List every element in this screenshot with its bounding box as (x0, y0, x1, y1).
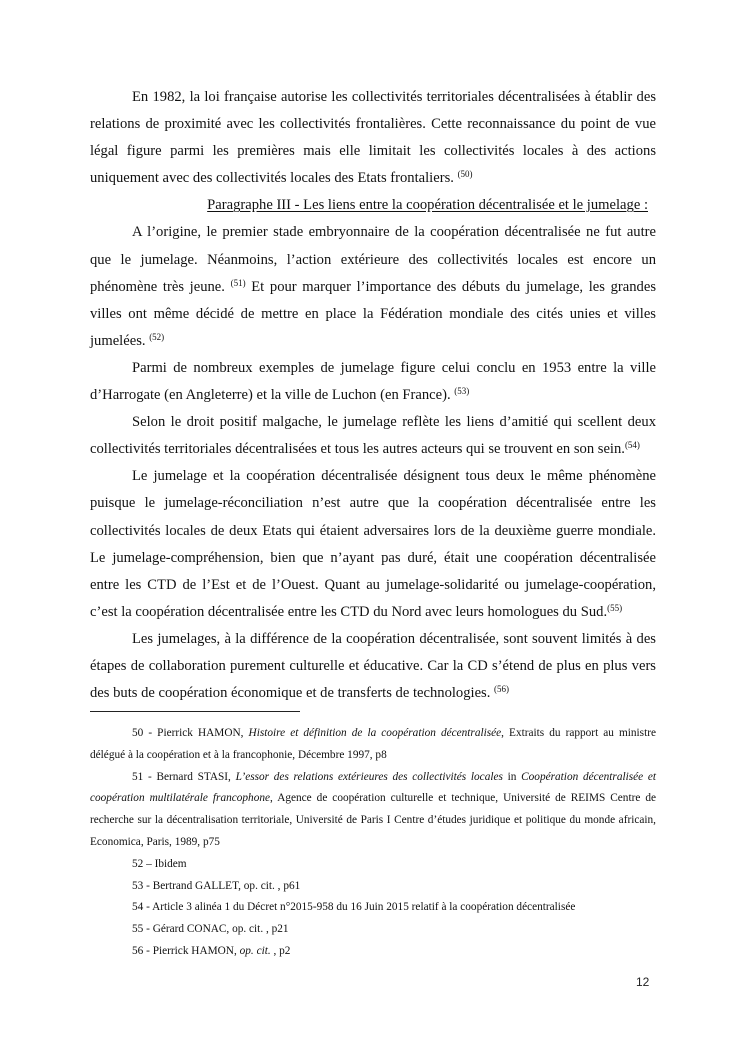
footnote-55: 55 - Gérard CONAC, op. cit. , p21 (132, 923, 289, 936)
footnote-ref-52: (52) (149, 331, 165, 342)
footnote-ref-53: (53) (454, 386, 470, 397)
paragraph-2a-text: A l’origine, le premier stade embryonnaire de la coopération décentralisée ne fut autre que le jumelage. Néanmoins, l’action extérieure des collectivités locales est encore un phénomène très jeune. (90, 224, 656, 295)
footnote-ref-56: (56) (494, 684, 510, 695)
paragraph-5-text: Le jumelage et la coopération décentralisée désignent tous deux le même phénomène puisque le jumelage-réconciliation n’est autre que la coopération décentralisée entre les collectivités locales de deux Etats qui étaient adversaires lors de la deuxième guerre mondiale. Le jumelage-compréhension, bien que n’ayant pas duré, était une coopération décentralisée entre les CTD de l’Est et de l’Ouest. Quant au jumelage-solidarité ou jumelage-coopération, c’est la coopération décentralisée entre les CTD du Nord avec leurs homologues du Sud. (90, 468, 656, 620)
footnote-50 (90, 723, 656, 767)
section-heading-text: Paragraphe III - Les liens entre la coopération décentralisée et le jumelage : (207, 197, 648, 214)
section-heading (90, 192, 656, 219)
footnote-50-details: , Extraits du rapport au ministre délégué à la coopération et à la francophonie, Décembre 1997, p8 (90, 727, 656, 761)
paragraph-6-text: Les jumelages, à la différence de la coopération décentralisée, sont souvent limités à des étapes de collaboration purement culturelle et éducative. Car la CD s’étend de plus en plus vers des buts de coopération économique et de transferts de technologies. (90, 630, 656, 702)
footnote-51-details: , Agence de coopération culturelle et technique, Université de REIMS Centre de recherche sur la décentralisation territoriale, Université de Paris I Centre d’études juridique et politique du monde africain, Economica, Paris, 1989, p75 (90, 792, 656, 848)
paragraph-5 (90, 463, 656, 626)
footnote-ref-54: (54) (624, 440, 640, 451)
footnote-ref-50: (50) (457, 169, 473, 180)
footnote-51-author: 51 - Bernard STASI, (132, 770, 236, 783)
footnote-52: 52 – Ibidem (132, 857, 187, 870)
paragraph-6 (90, 626, 656, 707)
footnote-56-author: 56 - Pierrick HAMON, (132, 944, 240, 957)
footnote-ref-55: (55) (607, 602, 623, 613)
paragraph-4 (90, 409, 656, 463)
paragraph-2b-text: Et pour marquer l’importance des débuts du jumelage, les grandes villes ont même décidé de mettre en place la Fédération mondiale des cités unies et villes jumelées. (90, 278, 656, 349)
footnote-56-op-cit: op. cit. (239, 944, 271, 957)
paragraph-2 (90, 219, 656, 354)
footnote-51-in: in (502, 770, 522, 783)
footnote-56 (90, 941, 656, 963)
footnote-50-author: 50 - Pierrick HAMON, (132, 727, 249, 739)
paragraph-3 (90, 355, 656, 409)
footnote-51-title: L’essor des relations extérieures des collectivités locales (235, 770, 503, 783)
footnote-50-title: Histoire et définition de la coopération décentralisée (248, 727, 502, 739)
paragraph-4-text: Selon le droit positif malgache, le jumelage reflète les liens d’amitié qui scellent deux collectivités territoriales décentralisées et tous les autres acteurs qui se trouvent en son sein. (90, 414, 656, 458)
body-text (90, 84, 656, 707)
footnote-separator (90, 711, 300, 712)
paragraph-3-text: Parmi de nombreux exemples de jumelage figure celui conclu en 1953 entre la ville d’Harrogate (en Angleterre) et la ville de Luchon (en France). (90, 359, 656, 404)
paragraph-1 (90, 84, 656, 192)
footnote-56-page: , p2 (270, 944, 291, 957)
footnote-53: 53 - Bertrand GALLET, op. cit. , p61 (132, 879, 301, 892)
footnote-51 (90, 767, 656, 854)
footnote-54: 54 - Article 3 alinéa 1 du Décret n°2015-958 du 16 Juin 2015 relatif à la coopération décentralisée (132, 901, 576, 914)
paragraph-1-text: En 1982, la loi française autorise les collectivités territoriales décentralisées à établir des relations de proximité avec les collectivités frontalières. Cette reconnaissance du point de vue légal figure parmi les premières mais elle limitait les collectivités locales à des actions uniquement avec des collectivités locales des Etats frontaliers. (90, 89, 656, 187)
footnotes (90, 723, 656, 963)
footnote-ref-51: (51) (230, 277, 246, 288)
page-number: 12 (636, 975, 650, 989)
footnote-51-book-title: Coopération décentralisée et coopération multilatérale francophone (90, 770, 657, 805)
